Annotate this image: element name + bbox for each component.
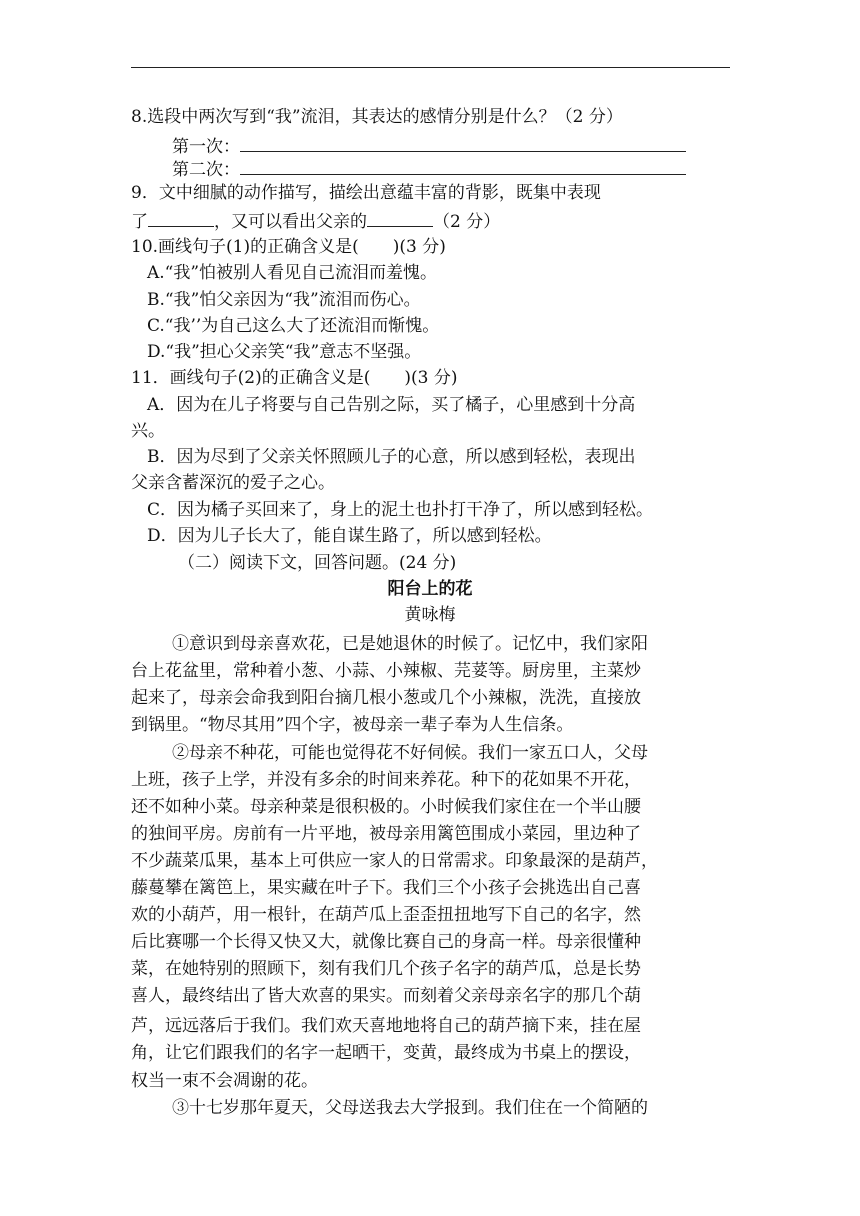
para2-line: 欢的小葫芦，用一根针，在葫芦瓜上歪歪扭扭地写下自己的名字，然 [131,905,641,925]
q9-part-c: （2 分） [433,212,501,232]
q9-part-a: 了 [131,212,148,232]
q9-blank-2[interactable] [367,210,433,227]
passage-author: 黄咏梅 [404,605,456,625]
para1-line: 台上花盆里，常种着小葱、小蒜、小辣椒、芫荽等。厨房里，主菜炒 [131,661,641,681]
para2-line: 角，让它们跟我们的名字一起晒干，变黄，最终成为书桌上的摆设， [131,1043,641,1063]
q8-stem: 8.选段中两次写到“我”流泪，其表达的感情分别是什么？（2 分） [131,107,623,127]
para2-line: 藤蔓攀在篱笆上，果实藏在叶子下。我们三个小孩子会挑选出自己喜 [131,878,641,898]
para1-line: 到锅里。“物尽其用”四个字，被母亲一辈子奉为人生信条。 [131,715,574,735]
q9-blank-1[interactable] [148,210,214,227]
q9-part-b: ，又可以看出父亲的 [214,212,367,232]
q8-first-answer-row [172,135,686,157]
q11-stem: 11．画线句子(2)的正确含义是( )(3 分) [131,368,458,388]
para2-line: 芦，远远落后于我们。我们欢天喜地地将自己的葫芦摘下来，挂在屋 [131,1016,641,1036]
q11-option-a-line2: 兴。 [131,421,165,441]
passage-title: 阳台上的花 [387,579,473,599]
q11-option-a-line1: A．因为在儿子将要与自己告别之际，买了橘子，心里感到十分高 [147,395,636,415]
para2-line: 的独间平房。房前有一片平地，被母亲用篱笆围成小菜园，里边种了 [131,824,641,844]
para1-line: 起来了，母亲会命我到阳台摘几根小葱或几个小辣椒，洗洗，直接放 [131,688,641,708]
para2-line: 喜人，最终结出了皆大欢喜的果实。而刻着父亲母亲名字的那几个葫 [131,986,641,1006]
para2-line: 还不如种小菜。母亲种菜是很积极的。小时候我们家住在一个半山腰 [131,797,641,817]
para2-line: 上班，孩子上学，并没有多余的时间来养花。种下的花如果不开花， [131,770,641,790]
section2-instruction: （二）阅读下文，回答问题。(24 分) [178,553,457,573]
q11-option-c: C．因为橘子买回来了，身上的泥土也扑打干净了，所以感到轻松。 [147,500,654,520]
q11-option-d: D．因为儿子长大了，能自谋生路了，所以感到轻松。 [147,526,552,546]
q10-option-a: A.“我”怕被别人看见自己流泪而羞愧。 [147,263,438,283]
para3-line: ③十七岁那年夏天，父母送我去大学报到。我们住在一个简陋的 [172,1098,648,1118]
q10-stem: 10.画线句子(1)的正确含义是( )(3 分) [131,237,446,257]
header-rule [131,67,730,68]
q10-option-b: B.“我”怕父亲因为“我”流泪而伤心。 [147,290,421,310]
q8-first-label: 第一次： [172,137,240,157]
para2-line: 权当一束不会凋谢的花。 [131,1071,318,1091]
q9-stem-line1: 9．文中细腻的动作描写，描绘出意蕴丰富的背影，既集中表现 [131,183,601,203]
para2-line: ②母亲不种花，可能也觉得花不好伺候。我们一家五口人，父母 [172,743,648,763]
q8-second-blank[interactable] [240,158,686,175]
q11-option-b-line2: 父亲含蓄深沉的爱子之心。 [131,473,335,493]
q11-option-b-line1: B．因为尽到了父亲关怀照顾儿子的心意，所以感到轻松，表现出 [147,447,636,467]
q9-stem-line2 [131,210,500,232]
q8-first-blank[interactable] [240,135,686,152]
para2-line: 不少蔬菜瓜果，基本上可供应一家人的日常需求。印象最深的是葫芦， [131,851,658,871]
q10-option-d: D.“我”担心父亲笑“我”意志不坚强。 [147,342,422,362]
para2-line: 菜，在她特别的照顾下，刻有我们几个孩子名字的葫芦瓜，总是长势 [131,959,641,979]
para1-line: ①意识到母亲喜欢花，已是她退休的时候了。记忆中，我们家阳 [172,634,648,654]
q8-second-label: 第二次： [172,160,240,180]
q8-second-answer-row [172,158,686,180]
para2-line: 后比赛哪一个长得又快又大，就像比赛自己的身高一样。母亲很懂种 [131,932,641,952]
q10-option-c: C.“我’’为自己这么大了还流泪而惭愧。 [147,316,440,336]
